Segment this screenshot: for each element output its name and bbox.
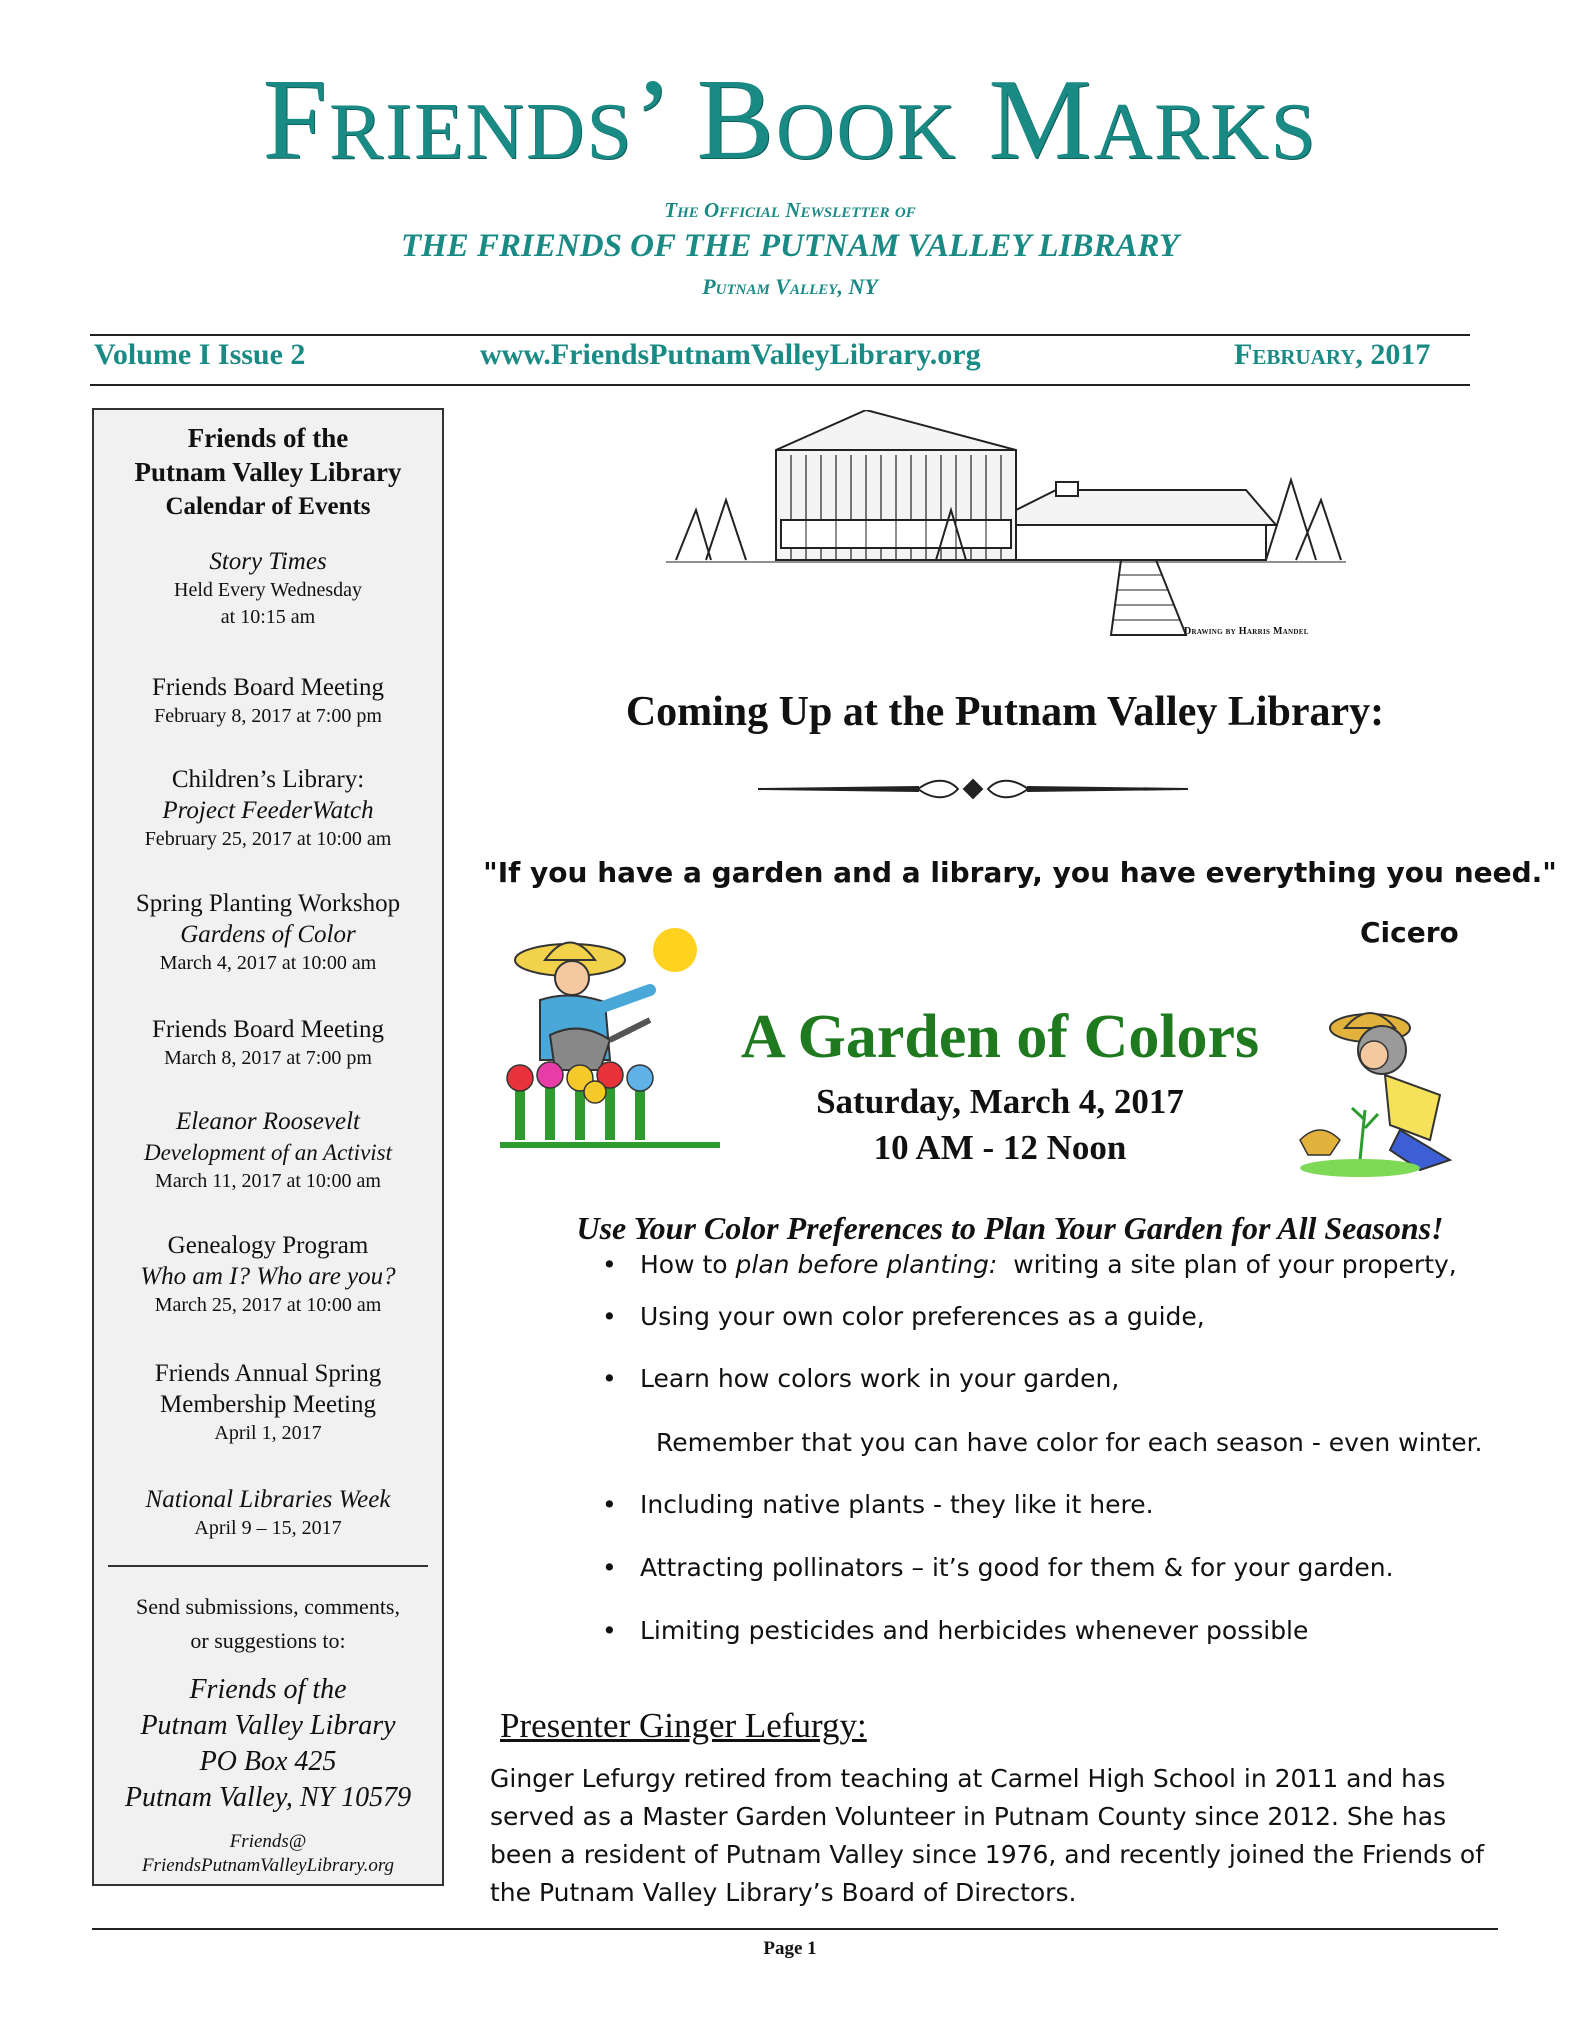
event-date: April 9 – 15, 2017 <box>194 1517 342 1539</box>
gardener-watering-clipart <box>500 920 720 1150</box>
event-annual-meeting <box>94 1358 442 1447</box>
bullet-item <box>602 1364 1120 1393</box>
volume-issue: Volume I Issue 2 <box>94 338 306 371</box>
event-name: Story Times <box>209 548 327 575</box>
website-link[interactable]: www.FriendsPutnamValleyLibrary.org <box>480 338 981 371</box>
calendar-title-line1: Friends of the <box>187 423 349 453</box>
event-date: February 25, 2017 at 10:00 am <box>144 828 392 850</box>
event-date: February 8, 2017 at 7:00 pm <box>154 705 382 727</box>
newsletter-title: Friends’ Book Marks <box>262 56 1318 184</box>
calendar-title-line3: Calendar of Events <box>165 493 371 520</box>
newsletter-subtitle: The Official Newsletter of <box>664 198 916 222</box>
bullet-text: Using your own color preferences as a guide, <box>640 1302 1205 1331</box>
bullet-dot: • <box>602 1490 617 1519</box>
contact-email[interactable] <box>94 1830 442 1878</box>
bullet-text: How to <box>640 1250 736 1279</box>
bullet-dot: • <box>602 1302 617 1331</box>
header-rule-top <box>90 334 1470 336</box>
bullet-item <box>602 1616 1309 1645</box>
bullet-dot: • <box>602 1364 617 1393</box>
event-name: Eleanor Roosevelt <box>176 1108 360 1135</box>
drawing-credit: Drawing by Harris Mandel <box>1184 626 1309 637</box>
organization-name: THE FRIENDS OF THE PUTNAM VALLEY LIBRARY <box>400 228 1180 264</box>
bullet-emphasis: plan before planting: <box>735 1250 998 1279</box>
event-subtitle: Gardens of Color <box>180 921 356 948</box>
kneeling-gardener-clipart <box>1290 1000 1480 1180</box>
event-title: A Garden of Colors <box>740 1003 1260 1071</box>
event-time: 10 AM - 12 Noon <box>873 1128 1127 1167</box>
organization-location: Putnam Valley, NY <box>702 274 878 299</box>
submission-line1: Send submissions, comments, <box>135 1594 400 1619</box>
event-date: March 8, 2017 at 7:00 pm <box>164 1047 372 1069</box>
sidebar-divider <box>108 1565 428 1567</box>
bullet-text: Learn how colors work in your garden, <box>640 1364 1120 1393</box>
bullet-dot: • <box>602 1616 617 1645</box>
section-heading: Coming Up at the Putnam Valley Library: <box>625 689 1385 735</box>
email-line2: FriendsPutnamValleyLibrary.org <box>141 1855 395 1876</box>
event-date: March 4, 2017 at 10:00 am <box>159 952 377 974</box>
bullet-text: Including native plants - they like it here. <box>640 1490 1154 1519</box>
event-subtitle: Project FeederWatch <box>162 797 374 824</box>
calendar-title-line2: Putnam Valley Library <box>134 457 402 487</box>
event-date: March 11, 2017 at 10:00 am <box>155 1170 381 1192</box>
event-subtitle: Who am I? Who are you? <box>140 1263 396 1290</box>
event-name: Friends Board Meeting <box>152 1016 384 1043</box>
bullet-dot: • <box>602 1250 617 1279</box>
submission-note <box>94 1590 442 1658</box>
calendar-sidebar <box>92 408 444 1886</box>
event-story-times <box>94 546 442 631</box>
library-building-drawing <box>666 410 1346 640</box>
mailing-address <box>94 1672 442 1816</box>
event-name: Children’s Library: <box>171 766 365 793</box>
quote-author: Cicero <box>1360 916 1459 949</box>
event-date: Saturday, March 4, 2017 <box>816 1082 1184 1121</box>
event-name: Spring Planting Workshop <box>135 890 401 917</box>
event-name: Genealogy Program <box>167 1232 369 1259</box>
address-line4: Putnam Valley, NY 10579 <box>124 1782 412 1813</box>
cicero-quote: "If you have a garden and a library, you have everything you need." <box>483 856 1557 889</box>
event-name: Friends Annual Spring <box>154 1360 382 1387</box>
event-board-meeting-feb <box>94 672 442 730</box>
event-board-meeting-mar <box>94 1014 442 1072</box>
event-date: April 1, 2017 <box>214 1422 322 1444</box>
bullet-item <box>602 1553 1394 1582</box>
address-line1: Friends of the <box>189 1674 347 1705</box>
email-line1: Friends@ <box>229 1831 307 1852</box>
submission-line2: or suggestions to: <box>190 1628 346 1653</box>
event-spring-planting <box>94 888 442 977</box>
event-subtitle: Membership Meeting <box>160 1391 376 1418</box>
issue-date: February, 2017 <box>1234 338 1431 371</box>
bullet-item <box>602 1490 1154 1519</box>
bullet-item <box>602 1302 1205 1331</box>
event-time: at 10:15 am <box>220 606 316 628</box>
bullet-text: Attracting pollinators – it’s good for them & for your garden. <box>640 1553 1394 1582</box>
presenter-bio: Ginger Lefurgy retired from teaching at Carmel High School in 2011 and has served as a Master Garden Volunteer in Putnam County since 2012. She has been a resident of Putnam Valley since 1976, and recently joined the Friends of the Putnam Valley Library’s Board of Directors. <box>490 1764 1485 1907</box>
bullet-continuation: Remember that you can have color for each season - even winter. <box>656 1428 1483 1457</box>
event-libraries-week <box>94 1484 442 1542</box>
workshop-tagline: Use Your Color Preferences to Plan Your Garden for All Seasons! <box>576 1210 1444 1246</box>
event-subtitle: Development of an Activist <box>143 1140 393 1165</box>
event-name: Friends Board Meeting <box>152 674 384 701</box>
event-name: National Libraries Week <box>145 1486 391 1513</box>
address-line2: Putnam Valley Library <box>140 1710 396 1741</box>
bullet-item <box>602 1250 1457 1279</box>
event-eleanor-roosevelt <box>94 1106 442 1195</box>
page-number: Page 1 <box>763 1938 817 1959</box>
address-line3: PO Box 425 <box>199 1746 337 1777</box>
bullet-dot: • <box>602 1553 617 1582</box>
bullet-text: Limiting pesticides and herbicides whenever possible <box>640 1616 1309 1645</box>
footer-rule <box>92 1928 1498 1930</box>
ornamental-divider <box>758 776 1188 802</box>
event-genealogy <box>94 1230 442 1319</box>
presenter-heading: Presenter Ginger Lefurgy: <box>500 1706 867 1745</box>
event-feederwatch <box>94 764 442 853</box>
event-date: Held Every Wednesday <box>174 579 362 601</box>
event-date: March 25, 2017 at 10:00 am <box>154 1294 382 1316</box>
header-rule-bottom <box>90 384 1470 386</box>
bullet-text-rest: writing a site plan of your property, <box>997 1250 1457 1279</box>
